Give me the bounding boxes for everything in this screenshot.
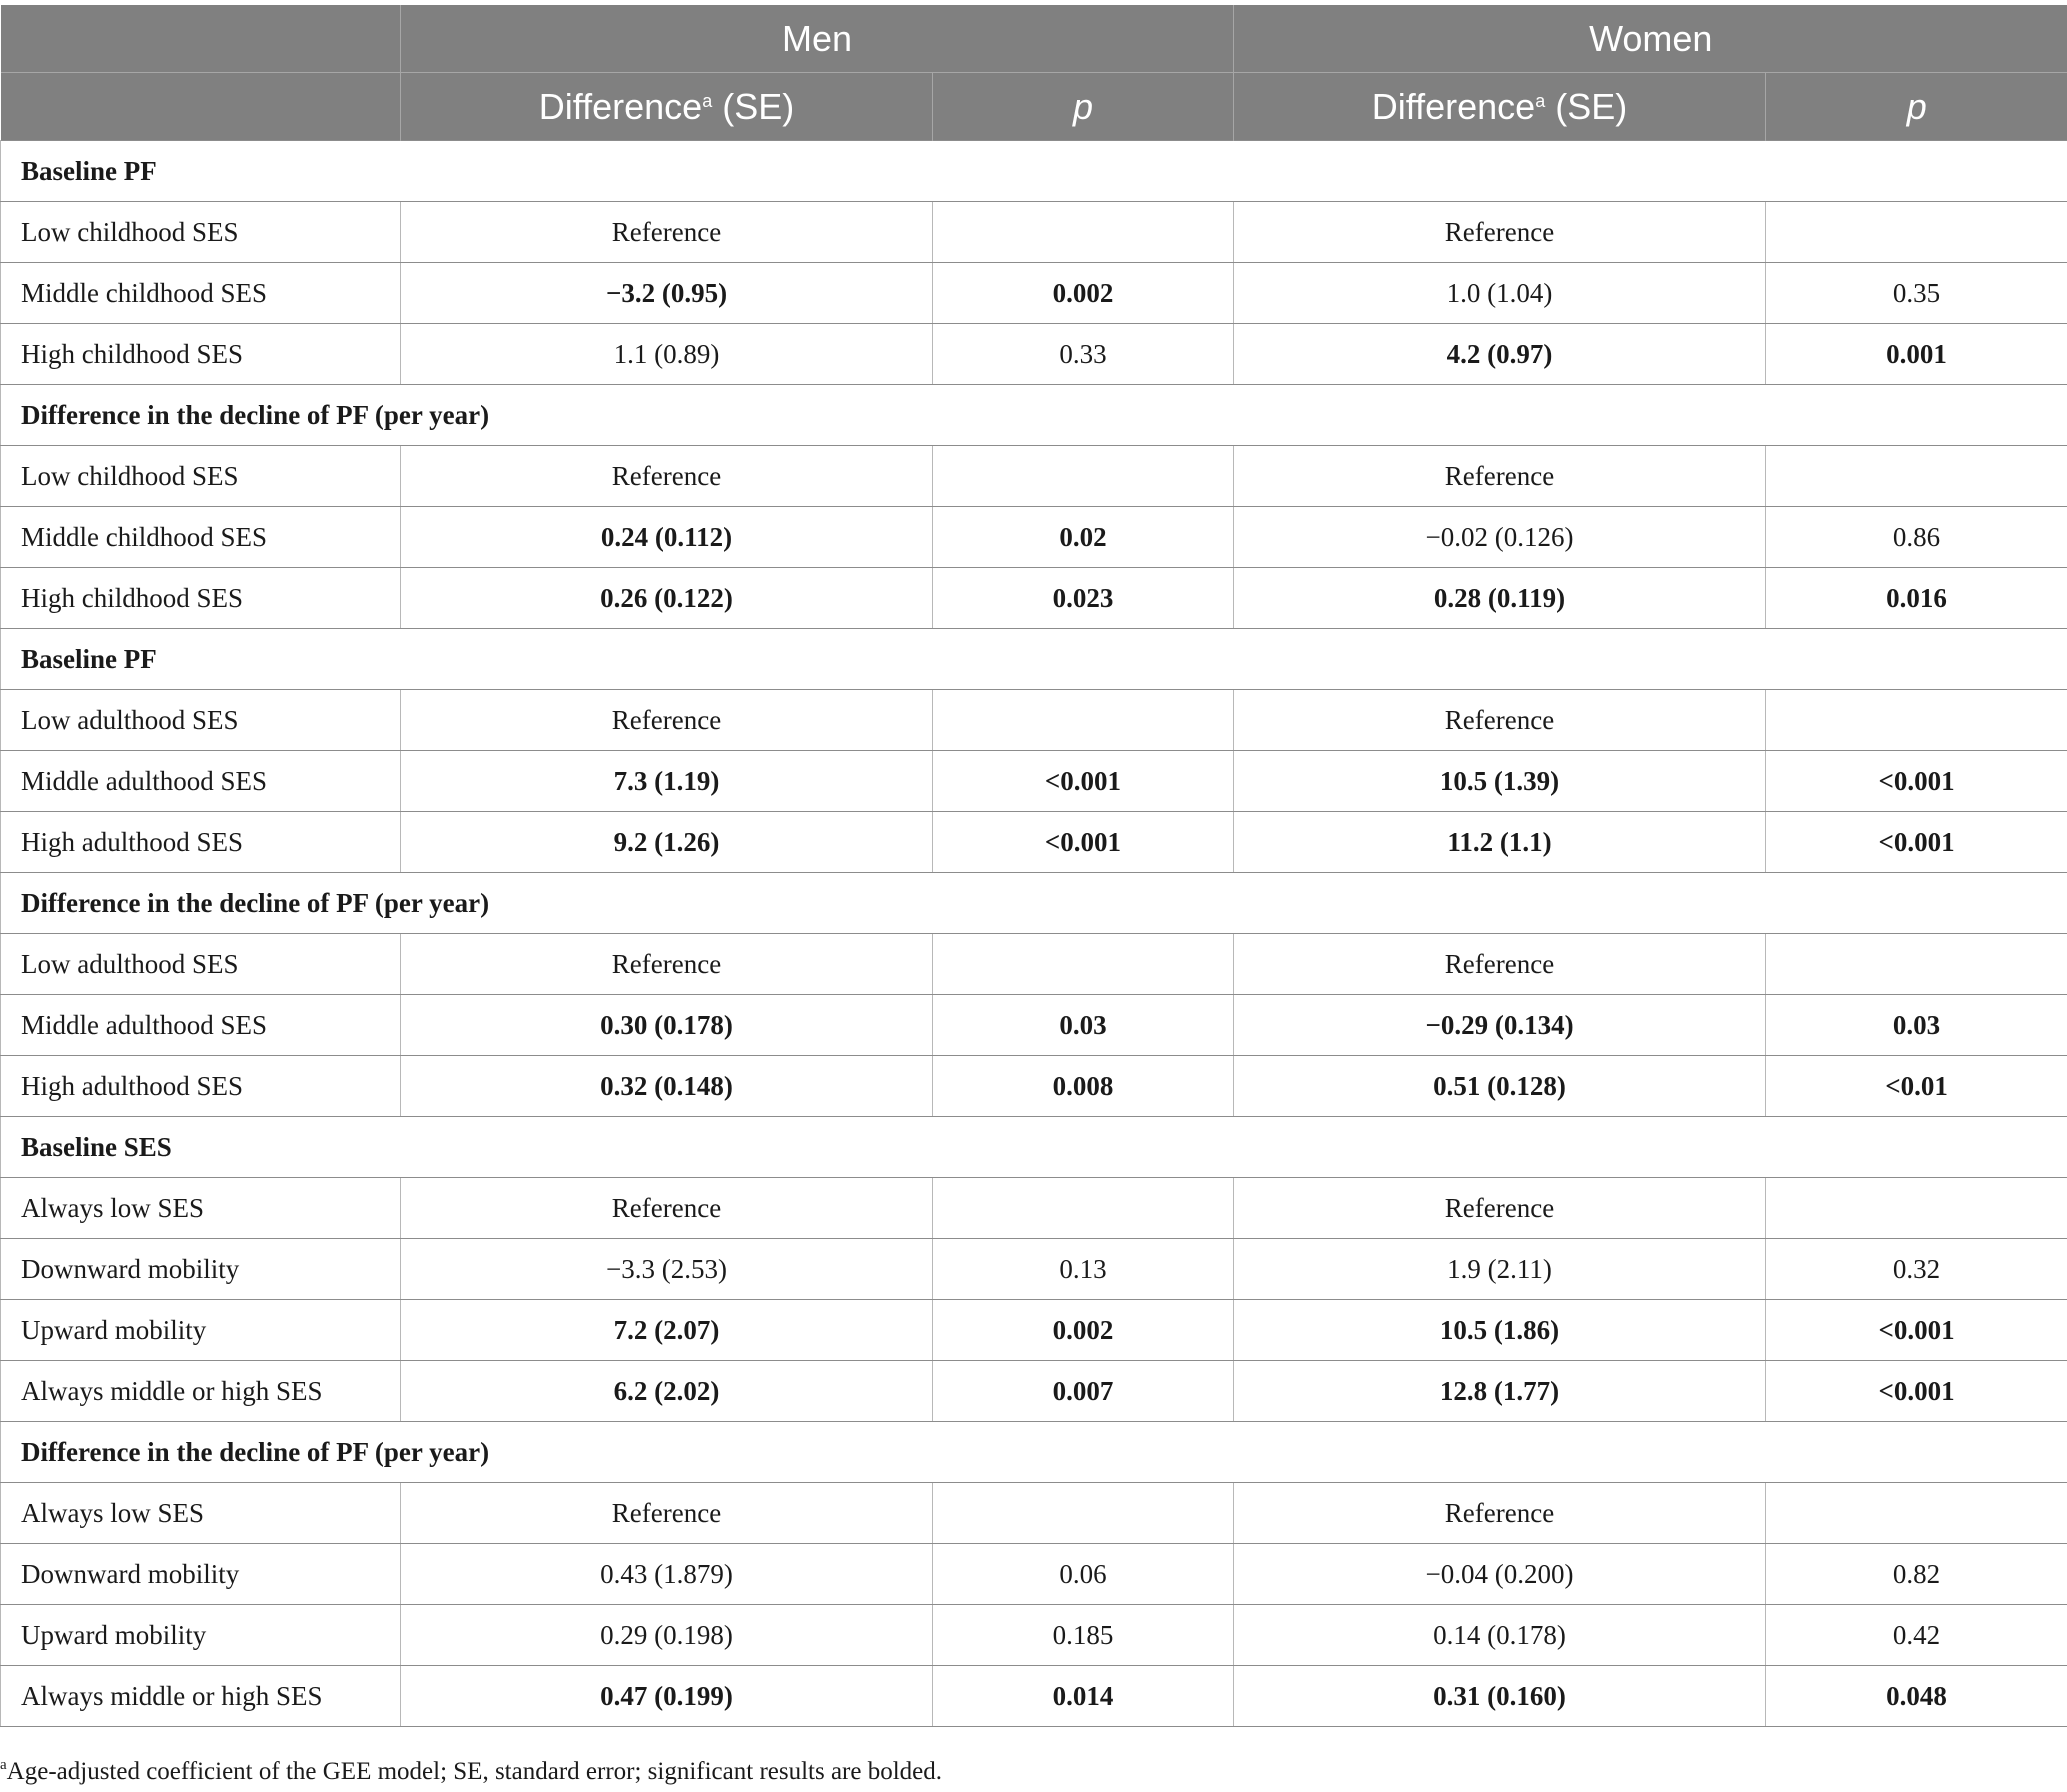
women-difference-cell: 1.9 (2.11) [1234,1239,1766,1300]
men-difference-cell: −3.2 (0.95) [401,263,933,324]
header-blank-cell [1,5,401,73]
table-row [1,995,2067,1056]
women-p-cell: <0.001 [1766,751,2067,812]
women-difference-cell: 0.28 (0.119) [1234,568,1766,629]
results-table [0,5,2067,1727]
men-p-cell: <0.001 [933,751,1234,812]
men-difference-cell: −3.3 (2.53) [401,1239,933,1300]
section-heading: Baseline SES [1,1117,2067,1178]
table-row [1,324,2067,385]
women-p-cell: <0.001 [1766,1361,2067,1422]
row-label: Downward mobility [1,1239,401,1300]
women-difference-cell: 0.31 (0.160) [1234,1666,1766,1727]
women-difference-cell: 0.51 (0.128) [1234,1056,1766,1117]
table-row [1,507,2067,568]
men-difference-cell: 0.29 (0.198) [401,1605,933,1666]
table-row [1,690,2067,751]
row-label: High adulthood SES [1,1056,401,1117]
header-p-label: p [1072,85,1094,127]
table-row [1,263,2067,324]
header-difference-label: Difference [538,85,703,127]
section-heading: Baseline PF [1,141,2067,202]
women-difference-cell: −0.04 (0.200) [1234,1544,1766,1605]
table-row [1,1483,2067,1544]
women-p-cell: <0.001 [1766,812,2067,873]
row-label: High childhood SES [1,568,401,629]
table-row [1,1666,2067,1727]
women-difference-cell: 11.2 (1.1) [1234,812,1766,873]
women-p-cell: 0.32 [1766,1239,2067,1300]
women-difference-cell: 4.2 (0.97) [1234,324,1766,385]
section-heading: Baseline PF [1,629,2067,690]
header-women-difference [1234,73,1766,141]
men-p-cell: 0.03 [933,995,1234,1056]
men-p-cell: 0.002 [933,1300,1234,1361]
women-difference-cell: Reference [1234,934,1766,995]
header-women-p [1766,73,2067,141]
section-heading: Difference in the decline of PF (per year) [1,873,2067,934]
men-p-cell: 0.33 [933,324,1234,385]
men-p-cell: 0.007 [933,1361,1234,1422]
table-row [1,934,2067,995]
row-label: Always low SES [1,1483,401,1544]
table-row [1,202,2067,263]
table-row [1,1361,2067,1422]
women-difference-cell: 1.0 (1.04) [1234,263,1766,324]
header-row-groups [1,5,2067,73]
men-difference-cell: 7.2 (2.07) [401,1300,933,1361]
header-difference-se: (SE) [1545,85,1628,127]
header-men-difference [401,73,933,141]
header-difference-label: Difference [1371,85,1536,127]
section-row [1,873,2067,934]
table-row [1,1605,2067,1666]
men-difference-cell: Reference [401,690,933,751]
men-difference-cell: 6.2 (2.02) [401,1361,933,1422]
men-difference-cell: Reference [401,1178,933,1239]
row-label: Always middle or high SES [1,1361,401,1422]
header-difference-sup: a [702,90,713,111]
row-label: Middle adulthood SES [1,995,401,1056]
row-label: Downward mobility [1,1544,401,1605]
section-heading: Difference in the decline of PF (per year) [1,1422,2067,1483]
women-p-cell [1766,690,2067,751]
women-difference-cell: 10.5 (1.86) [1234,1300,1766,1361]
header-difference-sup: a [1535,90,1546,111]
women-p-cell: 0.42 [1766,1605,2067,1666]
row-label: Low childhood SES [1,202,401,263]
table-row [1,446,2067,507]
table-row [1,1239,2067,1300]
women-p-cell: 0.03 [1766,995,2067,1056]
men-difference-cell: 9.2 (1.26) [401,812,933,873]
women-difference-cell: 10.5 (1.39) [1234,751,1766,812]
row-label: Always middle or high SES [1,1666,401,1727]
women-p-cell: 0.016 [1766,568,2067,629]
women-p-cell: <0.001 [1766,1300,2067,1361]
men-p-cell: 0.002 [933,263,1234,324]
women-p-cell [1766,1483,2067,1544]
header-men: Men [401,5,1234,73]
header-blank-cell-2 [1,73,401,141]
men-difference-cell: 0.26 (0.122) [401,568,933,629]
men-difference-cell: 0.43 (1.879) [401,1544,933,1605]
row-label: High adulthood SES [1,812,401,873]
women-difference-cell: 12.8 (1.77) [1234,1361,1766,1422]
header-p-label: p [1906,85,1927,127]
men-difference-cell: Reference [401,446,933,507]
men-p-cell: 0.06 [933,1544,1234,1605]
table-row [1,1544,2067,1605]
women-p-cell: <0.01 [1766,1056,2067,1117]
women-difference-cell: Reference [1234,1178,1766,1239]
men-p-cell: 0.13 [933,1239,1234,1300]
men-difference-cell: 0.32 (0.148) [401,1056,933,1117]
footnote-text: Age-adjusted coefficient of the GEE model; SE, standard error; significant results are bolded. [6,1758,943,1785]
men-difference-cell: 0.30 (0.178) [401,995,933,1056]
men-difference-cell: 0.24 (0.112) [401,507,933,568]
men-difference-cell: 7.3 (1.19) [401,751,933,812]
row-label: High childhood SES [1,324,401,385]
table-body [1,141,2067,1727]
men-difference-cell: Reference [401,934,933,995]
men-p-cell [933,202,1234,263]
men-difference-cell: 1.1 (0.89) [401,324,933,385]
women-p-cell: 0.001 [1766,324,2067,385]
women-p-cell: 0.86 [1766,507,2067,568]
table-row [1,812,2067,873]
row-label: Upward mobility [1,1300,401,1361]
women-difference-cell: −0.02 (0.126) [1234,507,1766,568]
table-row [1,1056,2067,1117]
men-p-cell: 0.008 [933,1056,1234,1117]
table-row [1,1300,2067,1361]
men-p-cell [933,690,1234,751]
women-p-cell [1766,202,2067,263]
women-p-cell [1766,446,2067,507]
table-row [1,751,2067,812]
men-difference-cell: Reference [401,202,933,263]
section-row [1,1117,2067,1178]
women-difference-cell: Reference [1234,446,1766,507]
men-p-cell: 0.185 [933,1605,1234,1666]
women-difference-cell: −0.29 (0.134) [1234,995,1766,1056]
section-row [1,629,2067,690]
row-label: Low childhood SES [1,446,401,507]
section-heading: Difference in the decline of PF (per year) [1,385,2067,446]
section-row [1,1422,2067,1483]
results-table-container [0,5,2067,1727]
women-p-cell: 0.048 [1766,1666,2067,1727]
men-difference-cell: 0.47 (0.199) [401,1666,933,1727]
row-label: Middle childhood SES [1,507,401,568]
header-men-p [933,73,1234,141]
men-p-cell: 0.023 [933,568,1234,629]
header-difference-se: (SE) [712,85,795,127]
footnote-marker: a [0,1757,7,1773]
men-p-cell: 0.014 [933,1666,1234,1727]
row-label: Low adulthood SES [1,690,401,751]
row-label: Middle adulthood SES [1,751,401,812]
men-p-cell: 0.02 [933,507,1234,568]
men-p-cell [933,1483,1234,1544]
header-women: Women [1234,5,2067,73]
women-difference-cell: 0.14 (0.178) [1234,1605,1766,1666]
women-difference-cell: Reference [1234,1483,1766,1544]
women-p-cell: 0.35 [1766,263,2067,324]
row-label: Upward mobility [1,1605,401,1666]
row-label: Low adulthood SES [1,934,401,995]
women-difference-cell: Reference [1234,202,1766,263]
row-label: Always low SES [1,1178,401,1239]
women-p-cell [1766,1178,2067,1239]
men-p-cell: <0.001 [933,812,1234,873]
women-difference-cell: Reference [1234,690,1766,751]
section-row [1,141,2067,202]
men-p-cell [933,934,1234,995]
table-footnote [0,1757,942,1786]
women-p-cell: 0.82 [1766,1544,2067,1605]
men-p-cell [933,1178,1234,1239]
men-difference-cell: Reference [401,1483,933,1544]
header-row-columns [1,73,2067,141]
table-header [1,5,2067,141]
section-row [1,385,2067,446]
table-row [1,1178,2067,1239]
row-label: Middle childhood SES [1,263,401,324]
table-row [1,568,2067,629]
women-p-cell [1766,934,2067,995]
men-p-cell [933,446,1234,507]
